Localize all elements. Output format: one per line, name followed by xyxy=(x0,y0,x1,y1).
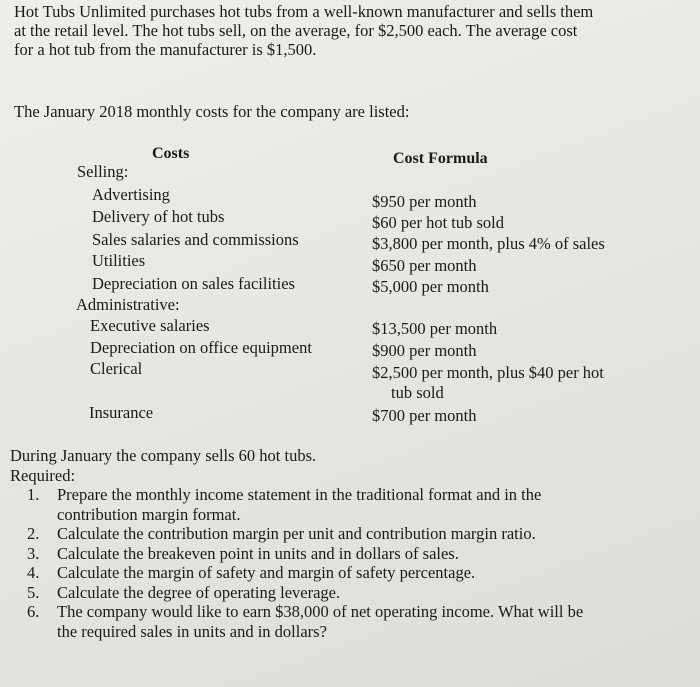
cost-item: Sales salaries and commissions xyxy=(92,230,299,249)
item-text: Calculate the degree of operating leverage. xyxy=(57,582,341,602)
cost-formula: $650 per month xyxy=(372,256,477,275)
list-item xyxy=(10,485,690,524)
cost-item: Clerical xyxy=(90,359,143,378)
cost-item: Insurance xyxy=(89,403,154,422)
item-number: 6. xyxy=(27,602,40,621)
list-item xyxy=(10,524,690,544)
requirements-section xyxy=(10,446,690,641)
item-text: Prepare the monthly income statement in the traditional format and in the xyxy=(57,485,542,504)
cost-item: Delivery of hot tubs xyxy=(92,207,225,226)
required-label: Required: xyxy=(10,465,76,485)
item-number: 1. xyxy=(27,485,40,504)
cost-item: Utilities xyxy=(92,251,146,270)
intro-line: Hot Tubs Unlimited purchases hot tubs from a well-known manufacturer and sells them xyxy=(14,2,594,21)
list-item xyxy=(10,583,690,603)
intro-line: for a hot tub from the manufacturer is $1,500. xyxy=(14,40,317,59)
item-number: 4. xyxy=(27,563,40,582)
item-text: Calculate the breakeven point in units and in dollars of sales. xyxy=(57,543,459,563)
requirements-list xyxy=(10,485,690,641)
selling-category-label: Selling: xyxy=(77,162,129,181)
cost-formula-header: Cost Formula xyxy=(393,150,488,167)
cost-formula: $900 per month xyxy=(372,341,477,360)
item-text: the required sales in units and in dollars? xyxy=(57,621,327,641)
sales-statement: During January the company sells 60 hot tubs. xyxy=(10,446,317,465)
item-number: 2. xyxy=(27,524,40,543)
cost-item: Executive salaries xyxy=(90,316,210,335)
cost-formula: $60 per hot tub sold xyxy=(372,213,504,232)
cost-item: Depreciation on office equipment xyxy=(90,338,312,357)
item-text: The company would like to earn $38,000 of net operating income. What will be xyxy=(57,602,584,621)
cost-item: Advertising xyxy=(92,185,170,204)
cost-formula-continued: tub sold xyxy=(391,383,444,402)
item-number: 5. xyxy=(27,582,40,602)
costs-header: Costs xyxy=(152,145,190,162)
list-item xyxy=(10,602,690,641)
item-text: Calculate the contribution margin per unit and contribution margin ratio. xyxy=(57,524,536,543)
cost-formula: $3,800 per month, plus 4% of sales xyxy=(372,234,605,253)
cost-formula: $700 per month xyxy=(372,406,477,425)
cost-item: Depreciation on sales facilities xyxy=(92,274,295,293)
list-item xyxy=(10,563,690,583)
item-text: contribution margin format. xyxy=(57,504,241,524)
intro-paragraph xyxy=(14,2,684,59)
item-text: Calculate the margin of safety and margin of safety percentage. xyxy=(57,563,476,582)
cost-formula: $2,500 per month, plus $40 per hot xyxy=(372,363,604,382)
item-number: 3. xyxy=(27,543,40,563)
intro-line: at the retail level. The hot tubs sell, on the average, for $2,500 each. The average cost xyxy=(14,21,578,40)
cost-formula: $5,000 per month xyxy=(372,277,489,296)
cost-formula: $13,500 per month xyxy=(372,319,498,338)
administrative-category-label: Administrative: xyxy=(76,295,180,314)
costs-intro-line: The January 2018 monthly costs for the company are listed: xyxy=(14,102,410,121)
list-item xyxy=(10,544,690,564)
cost-formula: $950 per month xyxy=(372,192,477,211)
